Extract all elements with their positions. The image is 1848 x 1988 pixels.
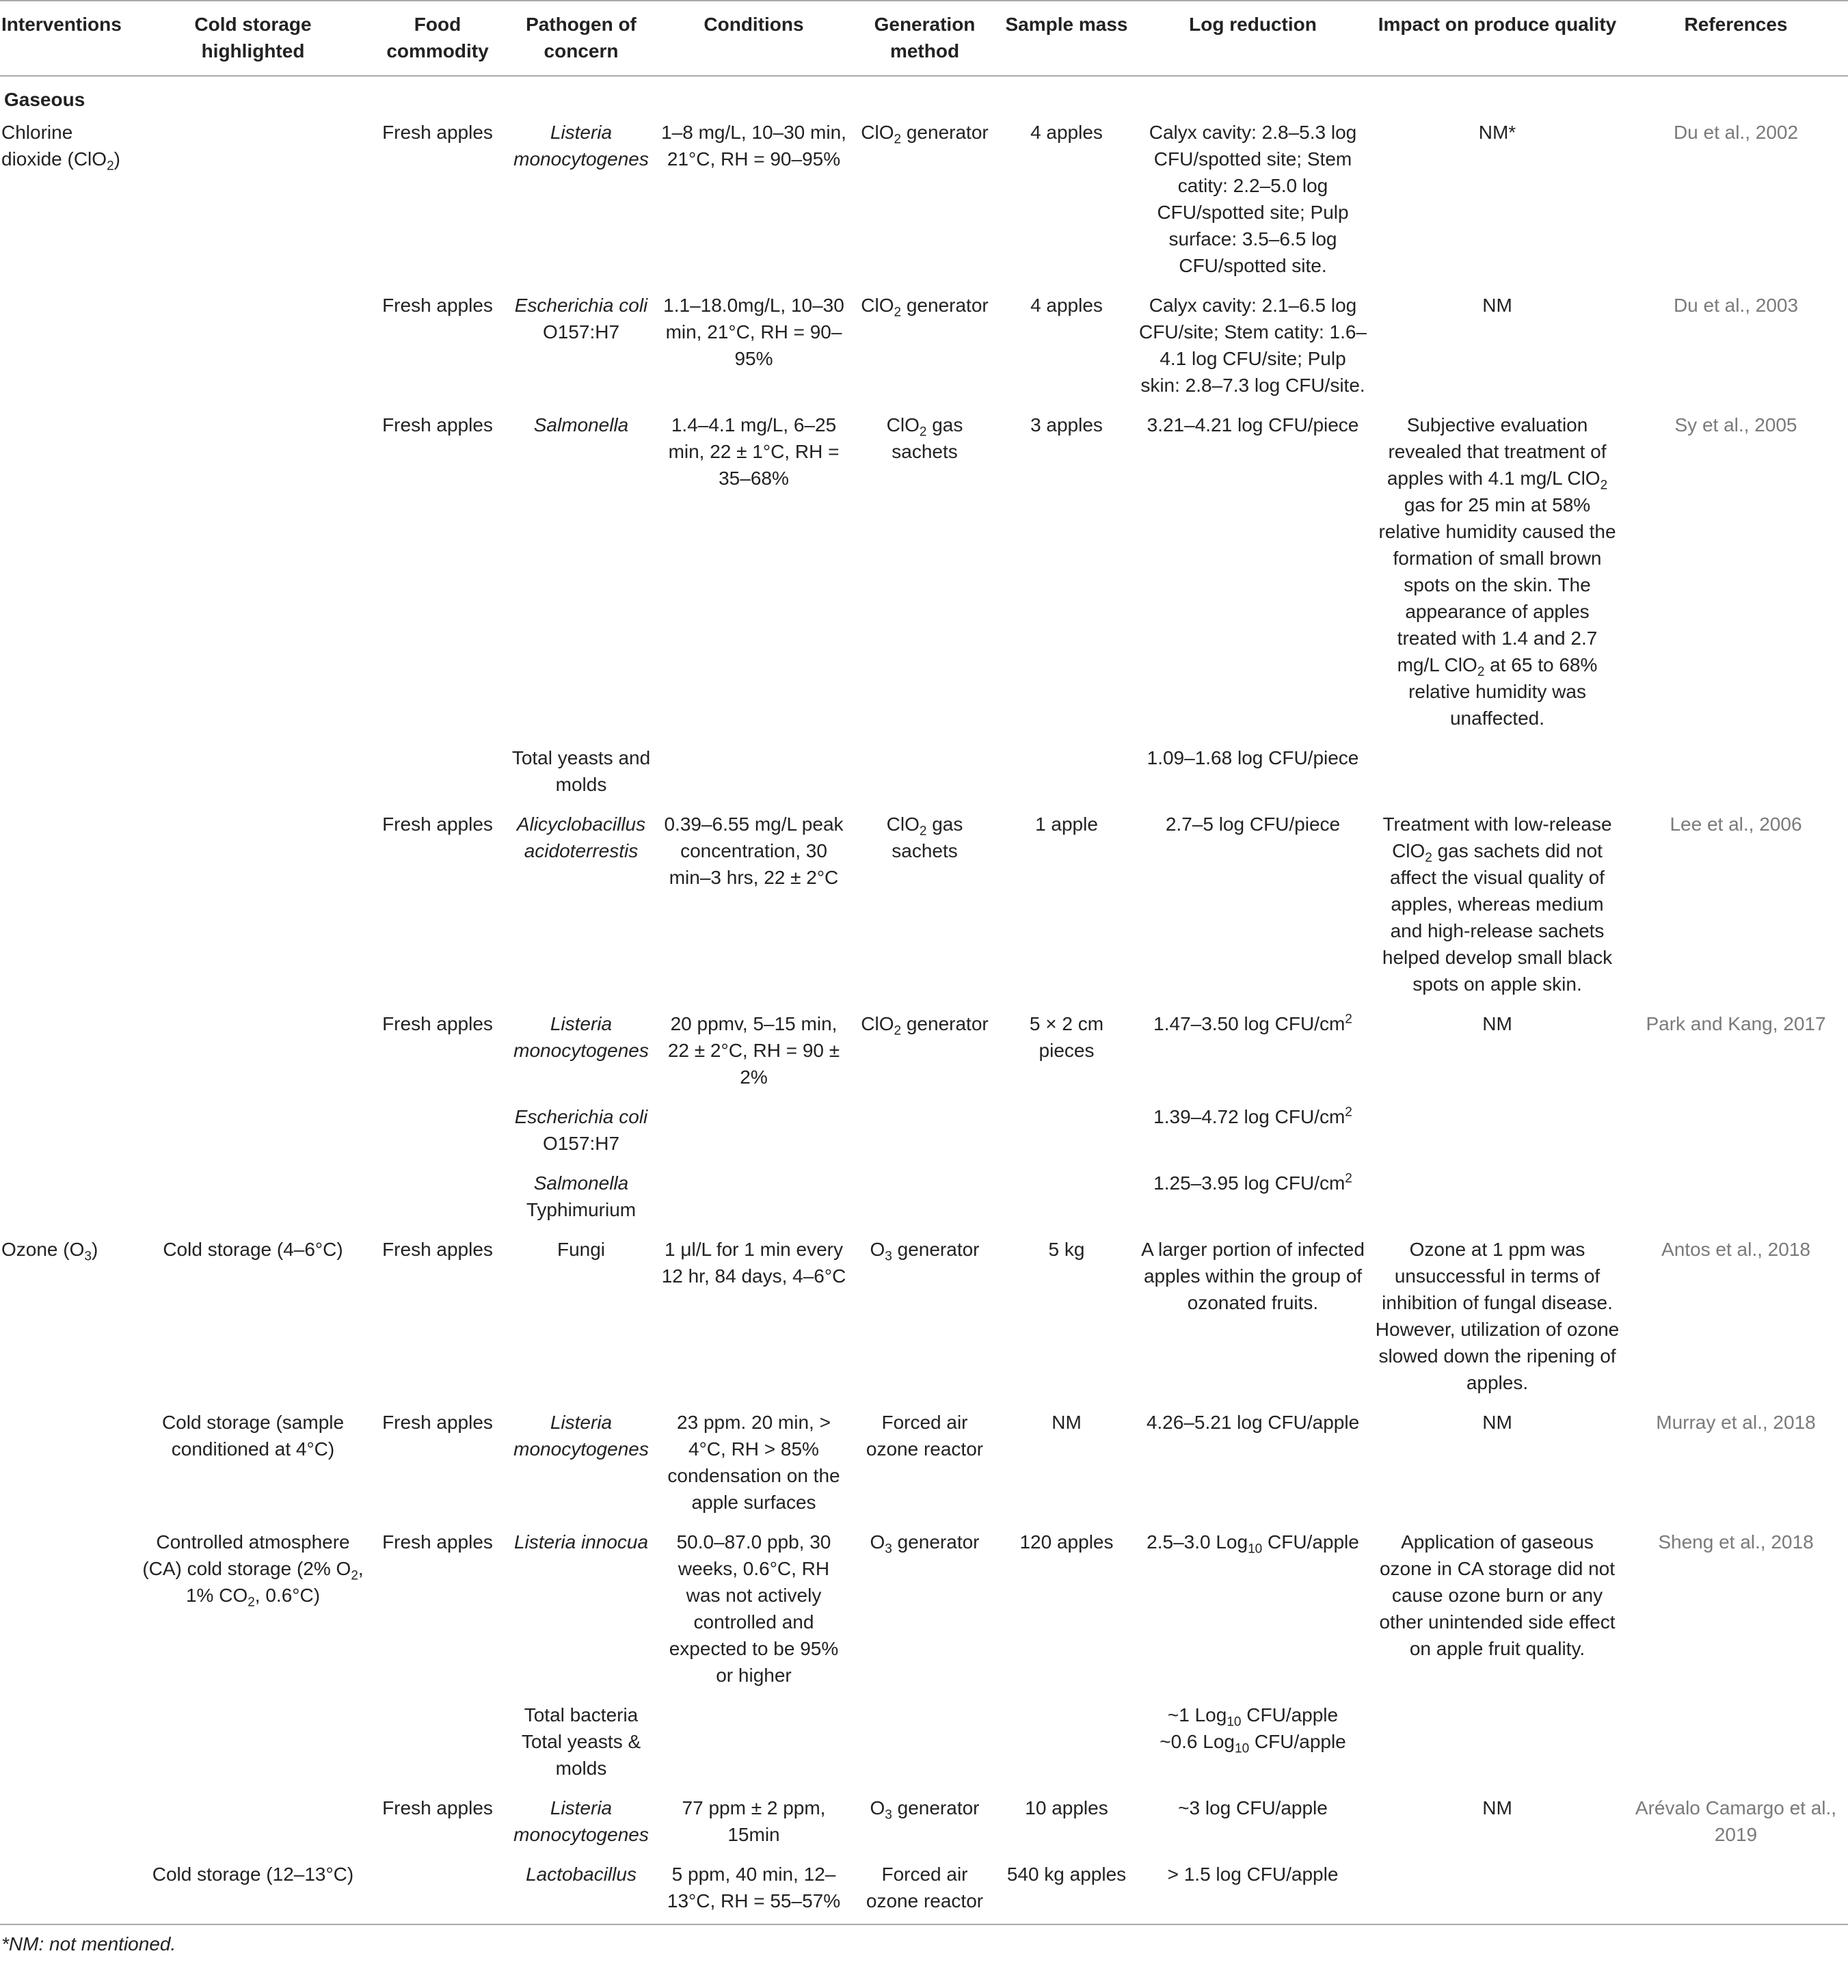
header-row [0, 1, 1848, 76]
log-reduction-cell: 2.7–5 log CFU/piece [1165, 814, 1341, 835]
conditions-cell: 0.39–6.55 mg/L peak concentration, 30 min–3 hrs, 22 ± 2°C [664, 814, 844, 888]
reference-cell: Sy et al., 2005 [1674, 414, 1797, 435]
log-reduction-cell: 1.25–3.95 log CFU/$cm^2$ [1153, 1171, 1352, 1194]
intervention-cell: Ozone $(O_3)$ [1, 1239, 98, 1264]
food-cell: Fresh apples [382, 414, 493, 435]
mass-cell: 10 apples [1025, 1797, 1108, 1818]
mass-cell: 5 kg [1048, 1239, 1085, 1260]
impact-cell: Application of gaseous ozone in CA storage did not cause ozone burn or any other unintended side effect on apple fruit quality. [1379, 1531, 1616, 1659]
header-generation-method: Generation method [851, 1, 998, 76]
impact-cell: NM* [1478, 122, 1516, 143]
reference-cell: Park and Kang, 2017 [1646, 1013, 1826, 1034]
method-cell: Forced air ozone reactor [866, 1412, 984, 1460]
conditions-cell: 50.0–87.0 ppb, 30 weeks, 0.6°C, RH was not actively controlled and expected to be 95% or higher [669, 1531, 839, 1686]
cold-storage-cell: Cold storage (sample conditioned at 4°C) [161, 1412, 345, 1460]
log-reduction-cell: 1.47–3.50 log CFU/$cm^2$ [1153, 1012, 1352, 1034]
log-reduction-cell: 3.21–4.21 log CFU/piece [1147, 414, 1359, 435]
pathogen-cell: Fungi [557, 1239, 606, 1260]
header-food-commodity: Food commodity [369, 1, 506, 76]
food-cell: Fresh apples [382, 1412, 493, 1433]
header-log-reduction: Log reduction [1135, 1, 1371, 76]
mass-cell: 120 apples [1019, 1531, 1114, 1553]
log-reduction-cell: Calyx cavity: 2.8–5.3 log CFU/spotted site; Stem catity: 2.2–5.0 log CFU/spotted site; Pulp surface: 3.5–6.5 log CFU/spotted site. [1149, 122, 1357, 276]
table-row [0, 405, 1848, 738]
reference-cell: Antos et al., 2018 [1661, 1239, 1810, 1260]
conditions-cell: 1.1–18.0mg/L, 10–30 min, 21°C, RH = 90–95% [663, 295, 844, 369]
table-row [0, 286, 1848, 405]
section-label: Gaseous [4, 89, 85, 110]
pathogen-cell: Total bacteria Total yeasts & molds [521, 1704, 641, 1779]
impact-cell: NM [1482, 1013, 1512, 1034]
mass-cell: 4 apples [1030, 295, 1103, 316]
log-reduction-cell: ~3 log CFU/apple [1178, 1797, 1328, 1818]
conditions-cell: 77 ppm ± 2 ppm, 15min [682, 1797, 826, 1845]
food-cell: Fresh apples [382, 1239, 493, 1260]
method-cell: ClO$_2$ generator [861, 295, 989, 320]
pathogen-cell: Listeria monocytogenes [513, 122, 649, 170]
reference-cell: Arévalo Camargo et al., 2019 [1635, 1797, 1837, 1845]
mass-cell: 1 apple [1035, 814, 1098, 835]
conditions-cell: 1–8 mg/L, 10–30 min, 21°C, RH = 90–95% [661, 122, 846, 170]
pathogen-cell: Alicyclobacillus acidoterrestis [516, 814, 646, 861]
log-reduction-cell: A larger portion of infected apples within the group of ozonated fruits. [1141, 1239, 1365, 1313]
food-cell: Fresh apples [382, 122, 493, 143]
method-cell: ClO$_2$ generator [861, 1013, 989, 1038]
table-row [0, 1164, 1848, 1230]
method-cell: $O_3$ generator [870, 1531, 980, 1557]
conditions-cell: 5 ppm, 40 min, 12–13°C, RH = 55–57% [656, 1855, 851, 1924]
impact-cell: Ozone at 1 ppm was unsuccessful in terms of inhibition of fungal disease. However, utilization of ozone slowed down the ripening of apples. [1375, 1239, 1620, 1393]
pathogen-cell: Listeria monocytogenes [513, 1797, 649, 1845]
pathogen-cell: Listeria monocytogenes [513, 1013, 649, 1061]
log-reduction-cell: 1.39–4.72 log CFU/$cm^2$ [1153, 1105, 1352, 1127]
log-reduction-cell: > 1.5 log CFU/apple [1135, 1855, 1371, 1924]
food-cell: Fresh apples [382, 295, 493, 316]
header-cold-storage: Cold storage highlighted [137, 1, 369, 76]
cold-storage-cell [137, 113, 369, 286]
mass-cell: 5 × 2 cm pieces [1029, 1013, 1104, 1061]
log-reduction-cell: 4.26–5.21 log CFU/apple [1146, 1412, 1360, 1433]
pathogen-cell: Escherichia coli O157:H7 [514, 295, 648, 342]
conditions-cell: 1 μl/L for 1 min every 12 hr, 84 days, 4–6°C [661, 1239, 846, 1287]
method-cell: $O_3$ generator [870, 1239, 980, 1264]
table-row [0, 1855, 1848, 1924]
food-cell: Fresh apples [382, 814, 493, 835]
mass-cell: 3 apples [1030, 414, 1103, 435]
conditions-cell: 20 ppmv, 5–15 min, 22 ± 2°C, RH = 90 ± 2% [667, 1013, 840, 1088]
pathogen-cell: Listeria innocua [513, 1531, 649, 1553]
section-row [0, 76, 1848, 113]
log-reduction-cell: 1.09–1.68 log CFU/piece [1147, 747, 1359, 768]
mass-cell: 540 kg apples [998, 1855, 1135, 1924]
mass-cell: 4 apples [1030, 122, 1103, 143]
header-conditions: Conditions [656, 1, 851, 76]
table-row [0, 1097, 1848, 1164]
reference-cell: Murray et al., 2018 [1656, 1412, 1816, 1433]
intervention-cell: Chlorine dioxide (ClO$_2$) [1, 122, 120, 174]
mass-cell: NM [1052, 1412, 1082, 1433]
method-cell: ClO$_2$ gas sachets [886, 814, 963, 861]
reference-cell: Sheng et al., 2018 [1658, 1531, 1814, 1553]
header-pathogen: Pathogen of concern [506, 1, 656, 76]
method-cell: ClO$_2$ generator [861, 122, 989, 147]
table-row [0, 738, 1848, 805]
pathogen-cell: Salmonella [533, 414, 629, 435]
cold-storage-cell: Cold storage (4–6°C) [163, 1239, 343, 1260]
log-reduction-cell: Calyx cavity: 2.1–6.5 log CFU/site; Stem catity: 1.6–4.1 log CFU/site; Pulp skin: 2.8–7.3 log CFU/site. [1139, 295, 1367, 396]
pathogen-cell: Lactobacillus [506, 1855, 656, 1924]
pathogen-cell: Total yeasts and molds [511, 747, 651, 795]
header-sample-mass: Sample mass [998, 1, 1135, 76]
table-row [0, 1230, 1848, 1403]
pathogen-cell: Salmonella Typhimurium [526, 1172, 637, 1220]
table-row [0, 1004, 1848, 1097]
impact-cell: NM [1482, 295, 1512, 316]
reference-cell: Lee et al., 2006 [1670, 814, 1802, 835]
pathogen-cell: Listeria monocytogenes [513, 1412, 649, 1460]
food-cell: Fresh apples [382, 1797, 493, 1818]
table-row [0, 805, 1848, 1004]
impact-cell: NM [1482, 1797, 1512, 1818]
header-impact: Impact on produce quality [1371, 1, 1624, 76]
food-cell: Fresh apples [382, 1013, 493, 1034]
cold-storage-cell: Controlled atmosphere (CA) cold storage (2% $O_2$, 1% $CO_2$, 0.6°C) [142, 1531, 364, 1610]
method-cell: ClO$_2$ gas sachets [886, 414, 963, 462]
table-row [0, 1788, 1848, 1855]
pathogen-cell: Escherichia coli O157:H7 [514, 1106, 648, 1154]
cold-storage-cell: Cold storage (12–13°C) [137, 1855, 369, 1924]
reference-cell: Du et al., 2003 [1673, 295, 1799, 316]
impact-cell: Subjective evaluation revealed that treatment of apples with 4.1 mg/L ClO$_2$ gas for 25 min at 58% relative humidity caused the formation of small brown spots on the skin. The appearance of apples treated with 1.4 and 2.7 mg/L ClO$_2$ at 65 to 68% relative humidity was unaffected. [1378, 414, 1616, 729]
food-cell: Fresh apples [382, 1531, 493, 1553]
method-cell: Forced air ozone reactor [851, 1855, 998, 1924]
table-row [0, 1522, 1848, 1695]
reference-cell: Du et al., 2002 [1673, 122, 1799, 143]
impact-cell: NM [1482, 1412, 1512, 1433]
table-footnote: *NM: not mentioned. [1, 1933, 176, 1955]
conditions-cell: 1.4–4.1 mg/L, 6–25 min, 22 ± 1°C, RH = 35–68% [668, 414, 840, 489]
table-row [0, 1403, 1848, 1522]
conditions-cell: 23 ppm. 20 min, > 4°C, RH > 85% condensation on the apple surfaces [667, 1412, 840, 1513]
header-interventions: Interventions [0, 1, 137, 76]
header-references: References [1624, 1, 1848, 76]
impact-cell: Treatment with low-release ClO$_2$ gas sachets did not affect the visual quality of apples, whereas medium and high-release sachets helped develop small black spots on apple skin. [1382, 814, 1613, 995]
method-cell: $O_3$ generator [870, 1797, 980, 1823]
log-reduction-cell: ~1 Log$_{10}$ CFU/apple ~0.6 Log$_{10}$ CFU/apple [1160, 1704, 1346, 1756]
table-row [0, 1695, 1848, 1788]
table-row [0, 113, 1848, 286]
log-reduction-cell: 2.5–3.0 Log$_{10}$ CFU/apple [1147, 1531, 1359, 1557]
